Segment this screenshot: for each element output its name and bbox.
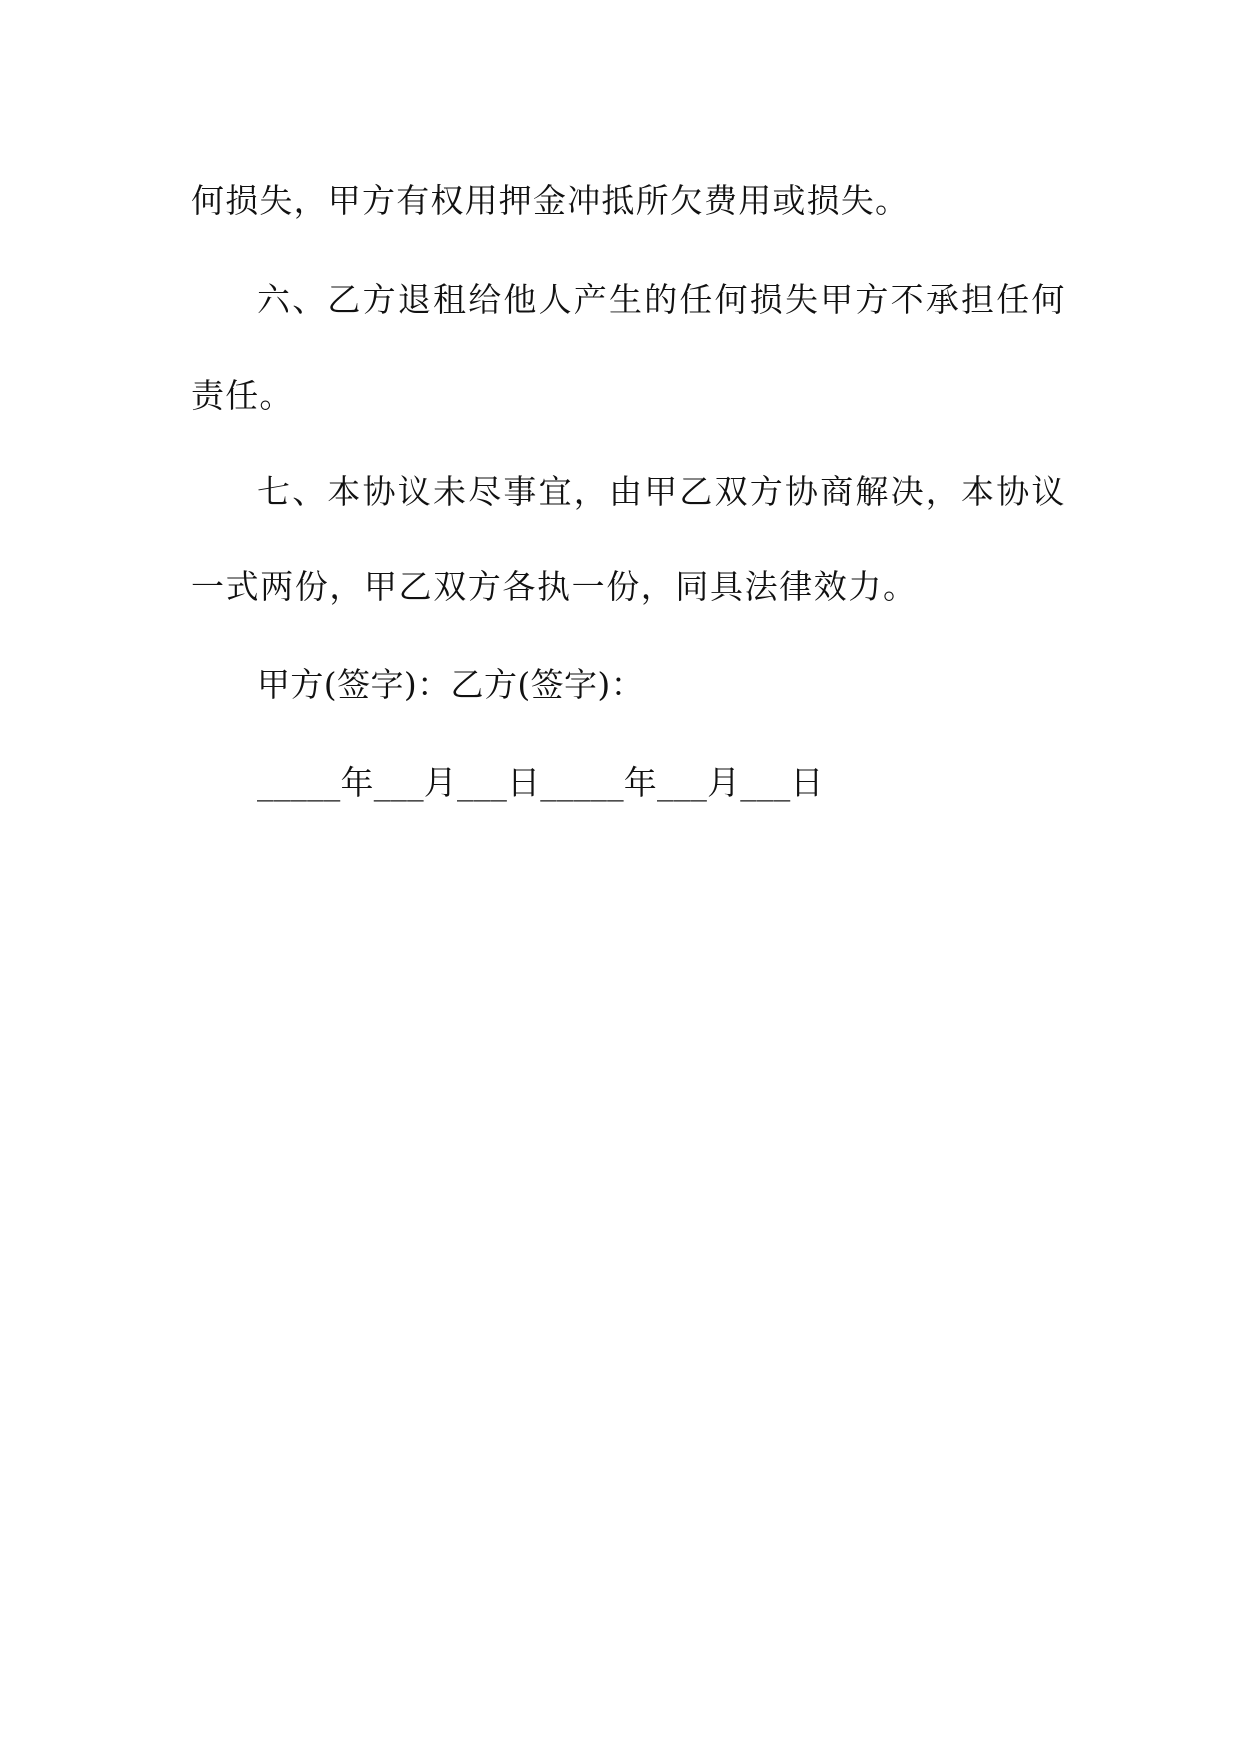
signature-line: 甲方(签字)：乙方(签字)： xyxy=(257,665,645,704)
paragraph-6-line-1: 六、乙方退租给他人产生的任何损失甲方不承担任何 xyxy=(257,280,1067,319)
paragraph-7-line-2: 一式两份，甲乙双方各执一份，同具法律效力。 xyxy=(191,567,918,606)
paragraph-5-continuation: 何损失，甲方有权用押金冲抵所欠费用或损失。 xyxy=(191,181,910,220)
paragraph-7-line-1: 七、本协议未尽事宜，由甲乙双方协商解决，本协议 xyxy=(257,472,1067,511)
paragraph-6-line-2: 责任。 xyxy=(191,376,294,415)
date-line: _____年___月___日_____年___月___日 xyxy=(257,763,824,802)
